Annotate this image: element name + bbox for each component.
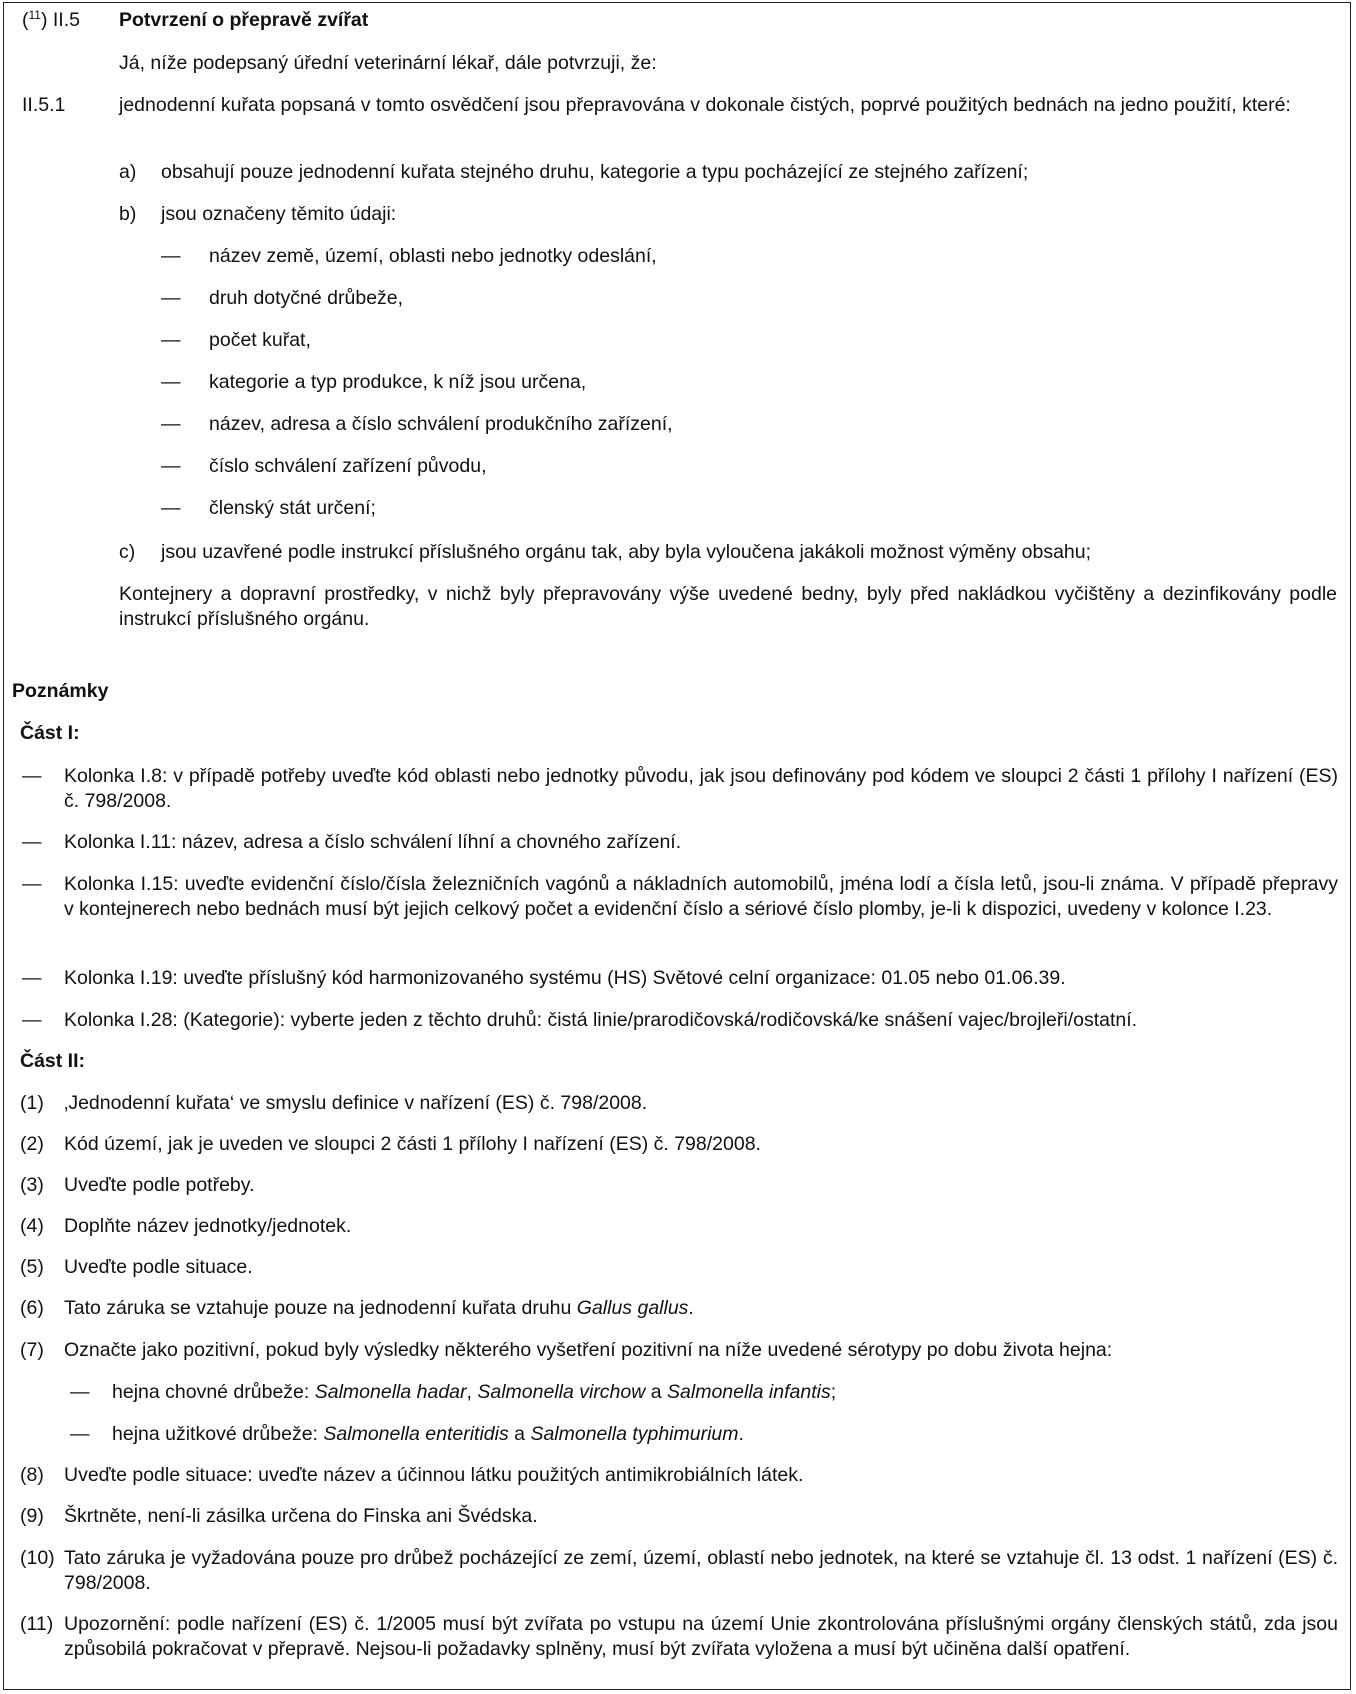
part1-note: Kolonka I.28: (Kategorie): vyberte jeden z těchto druhů: čistá linie/prarodičovská/rodičovská/ke snášení vajec/brojleři/ostatní.: [64, 1009, 1138, 1031]
marking-dash: —: [161, 455, 181, 477]
note-dash: —: [22, 831, 42, 853]
item-b-label: b): [119, 203, 137, 225]
marking-dash: —: [161, 329, 181, 351]
part2-note: ‚Jednodenní kuřata‘ ve smyslu definice v nařízení (ES) č. 798/2008.: [64, 1092, 648, 1114]
note-text: hejna užitkové drůbeže:: [112, 1423, 324, 1445]
part2-note: Škrtněte, není-li zásilka určena do Finska ani Švédska.: [64, 1505, 538, 1527]
species-name: Salmonella hadar: [314, 1381, 467, 1403]
item-c-label: c): [119, 541, 136, 563]
serotype-line: [112, 1422, 744, 1447]
marking-dash: —: [161, 413, 181, 435]
note-text: Tato záruka se vztahuje pouze na jednodenní kuřata druhu: [64, 1297, 577, 1319]
marking-item: druh dotyčné drůbeže,: [209, 287, 404, 309]
part2-note: Uveďte podle situace: uveďte název a účinnou látku použitých antimikrobiálních látek.: [64, 1464, 804, 1486]
section-title: Potvrzení o přepravě zvířat: [119, 9, 369, 31]
section-intro: Já, níže podepsaný úřední veterinární lékař, dále potvrzuji, že:: [119, 52, 657, 74]
note-dash: —: [22, 967, 42, 989]
part1-heading: Část I:: [20, 722, 80, 744]
marking-dash: —: [161, 245, 181, 267]
part1-note: Kolonka I.19: uveďte příslušný kód harmonizovaného systému (HS) Světové celní organizace: 01.05 nebo 01.06.39.: [64, 967, 1066, 989]
part2-note: Uveďte podle situace.: [64, 1256, 253, 1278]
part2-note: Uveďte podle potřeby.: [64, 1174, 255, 1196]
marking-item: členský stát určení;: [209, 497, 376, 519]
species-name: Salmonella enteritidis: [323, 1423, 509, 1445]
species-name: Salmonella virchow: [477, 1381, 646, 1403]
note-label: (1): [20, 1092, 44, 1114]
species-name: Salmonella infantis: [667, 1381, 831, 1403]
serotype-line: [112, 1380, 836, 1405]
part2-note: Označte jako pozitivní, pokud byly výsledky některého vyšetření pozitivní na níže uvedené sérotypy po dobu života hejna:: [64, 1339, 1113, 1361]
species-name: Gallus gallus: [576, 1297, 689, 1319]
note-label: (7): [20, 1339, 44, 1361]
marking-dash: —: [161, 497, 181, 519]
part2-note: Doplňte název jednotky/jednotek.: [64, 1215, 352, 1237]
marking-dash: —: [161, 371, 181, 393]
footnote-ref: 11: [28, 8, 41, 22]
notes-heading: Poznámky: [12, 680, 109, 702]
note-dash: —: [22, 1009, 42, 1031]
part2-heading: Část II:: [20, 1050, 86, 1072]
part2-note: Upozornění: podle nařízení (ES) č. 1/2005 musí být zvířata po vstupu na území Unie zkontrolována příslušnými orgány členských států, zda jsou způsobilá pokračovat v přepravě. Nejsou-li požadavky splněny, musí být zvířata vyložena a musí být učiněna další opatření.: [64, 1613, 1338, 1660]
marking-item: kategorie a typ produkce, k níž jsou určena,: [209, 371, 587, 393]
note-label: (3): [20, 1174, 44, 1196]
note-label: (8): [20, 1464, 44, 1486]
marking-item: číslo schválení zařízení původu,: [209, 455, 487, 477]
note-dash: —: [22, 873, 42, 895]
item-c-text: jsou uzavřené podle instrukcí příslušného orgánu tak, aby byla vyloučena jakákoli možnost výměny obsahu;: [161, 541, 1092, 563]
part2-note: Tato záruka je vyžadována pouze pro drůbež pocházející ze zemí, území, oblastí nebo jednotek, na které se vztahuje čl. 13 odst. 1 nařízení (ES) č. 798/2008.: [64, 1547, 1338, 1594]
note-dash: —: [70, 1381, 90, 1403]
note-text: ,: [466, 1381, 478, 1403]
note-label: (5): [20, 1256, 44, 1278]
note-text: a: [508, 1423, 531, 1445]
note-label: (4): [20, 1215, 44, 1237]
note-text: ;: [830, 1381, 837, 1403]
marking-dash: —: [161, 287, 181, 309]
note-label: (10): [20, 1547, 55, 1569]
marking-item: název země, území, oblasti nebo jednotky odeslání,: [209, 245, 657, 267]
note-text: .: [688, 1297, 694, 1319]
containers-text: Kontejnery a dopravní prostředky, v nichž byly přepravovány výše uvedené bedny, byly před nakládkou vyčištěny a dezinfikovány podle instrukcí příslušného orgánu.: [119, 583, 1337, 630]
note-text: hejna chovné drůbeže:: [112, 1381, 315, 1403]
part1-note: Kolonka I.8: v případě potřeby uveďte kód oblasti nebo jednotky původu, jak jsou definovány pod kódem ve sloupci 2 části 1 přílohy I nařízení (ES) č. 798/2008.: [64, 765, 1338, 812]
item-a-text: obsahují pouze jednodenní kuřata stejného druhu, kategorie a typu pocházející ze stejného zařízení;: [161, 161, 1029, 183]
part2-note: Kód území, jak je uveden ve sloupci 2 části 1 přílohy I nařízení (ES) č. 798/2008.: [64, 1133, 761, 1155]
marking-item: název, adresa a číslo schválení produkčního zařízení,: [209, 413, 673, 435]
note-label: (2): [20, 1133, 44, 1155]
marking-item: počet kuřat,: [209, 329, 311, 351]
section-number: ($^{11}$) II.5: [22, 8, 80, 31]
species-name: Salmonella typhimurium: [530, 1423, 739, 1445]
section-number-label: II.5: [52, 9, 80, 31]
note-label: (9): [20, 1505, 44, 1527]
part1-note: Kolonka I.11: název, adresa a číslo schválení líhní a chovného zařízení.: [64, 831, 682, 853]
note-text: a: [645, 1381, 668, 1403]
note-dash: —: [70, 1423, 90, 1445]
item-b-text: jsou označeny těmito údaji:: [161, 203, 397, 225]
subsection-number: II.5.1: [22, 94, 66, 116]
note-text: .: [738, 1423, 744, 1445]
part2-note: [64, 1296, 694, 1321]
note-label: (11): [20, 1613, 54, 1635]
note-dash: —: [22, 765, 42, 787]
part1-note: Kolonka I.15: uveďte evidenční číslo/čísla železničních vagónů a nákladních automobilů, jména lodí a čísla letů, jsou-li známa. V případě přepravy v kontejnerech nebo bednách musí být jejich celkový počet a evidenční číslo a sériové číslo plomby, je-li k dispozici, uvedeny v kolonce I.23.: [64, 873, 1338, 920]
subsection-text: jednodenní kuřata popsaná v tomto osvědčení jsou přepravována v dokonale čistých, poprvé použitých bednách na jedno použití, které:: [119, 94, 1291, 116]
note-label: (6): [20, 1297, 44, 1319]
item-a-label: a): [119, 161, 137, 183]
